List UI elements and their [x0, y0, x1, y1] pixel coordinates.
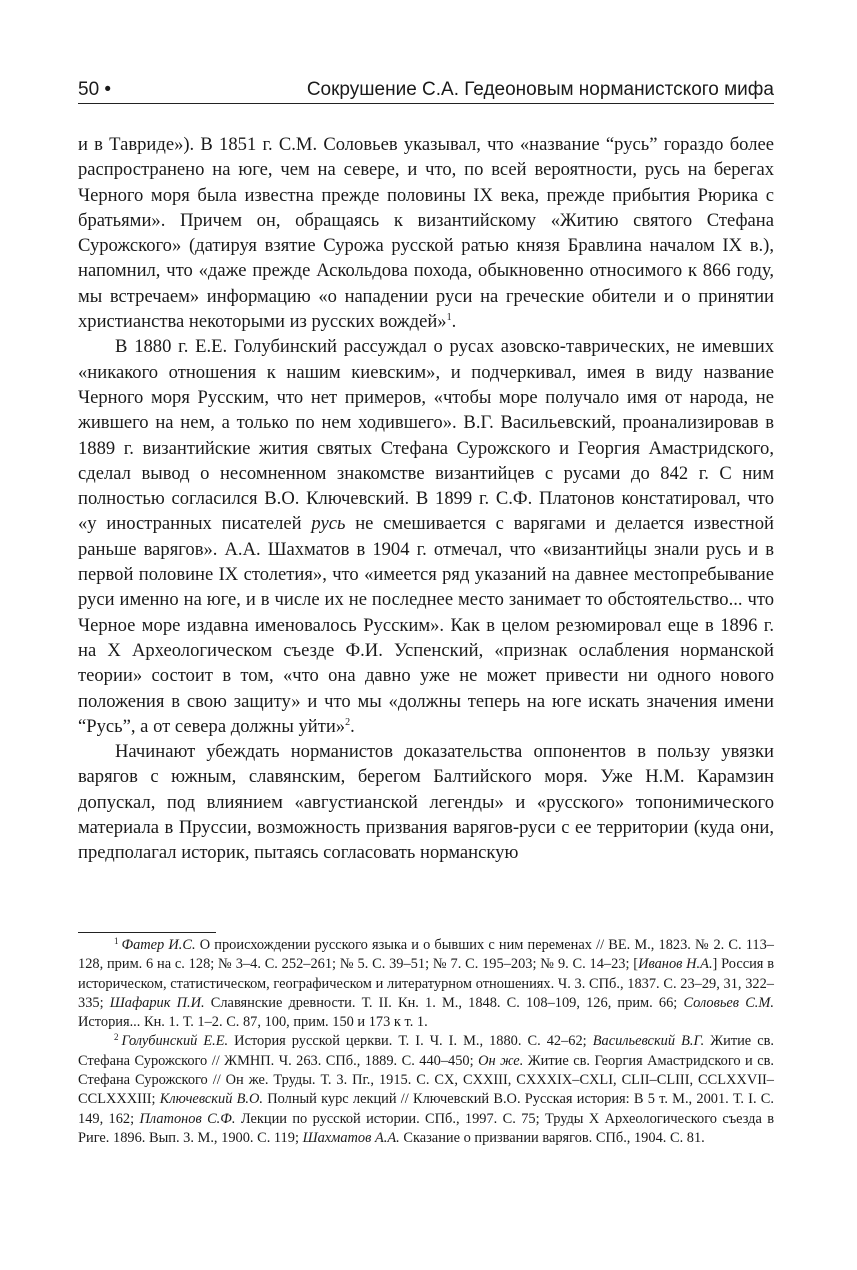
footnote-text: История русской церкви. Т. I. Ч. I. М., 1880. С. 42–62;: [234, 1033, 587, 1050]
footnote-author: Шафарик П.И.: [109, 994, 205, 1011]
paragraph-2-text-b: не смешивается с варягами и делается известной раньше варягов». А.А. Шахматов в 1904 г. отмечал, что «византийцы знали русь и в первой половине IX столетия», что «имеется ряд указаний на давнее местопребывание руси именно на юге, и в числе их не последнее место занимает то обстоятельство... что Черное море издавна именовалось Русским». Как в целом резюмировал еще в 1896 г. на X Археологическом съезде Ф.И. Успенский, «признак ослабления норманской теории» состоит в том, «что она давно уже не может привести ни одного нового положения в свою защиту» и что мы «должны теперь на юге искать значения имени “Русь”, а от севера должны уйти»: [78, 513, 774, 737]
footnote-text: История... Кн. 1. Т. 1–2. С. 87, 100, прим. 150 и 173 к т. 1.: [78, 1014, 428, 1031]
footnote-text: Сказание о призвании варягов. СПб., 1904. С. 81.: [403, 1129, 705, 1146]
main-text: [78, 132, 774, 866]
footnote-ref-1: 1: [446, 312, 452, 324]
footnote-author: Соловьев С.М.: [683, 994, 774, 1011]
header-rule: [78, 103, 774, 104]
paragraph-3-text: Начинают убеждать норманистов доказательства оппонентов в пользу увязки варягов с южным, славянским, берегом Балтийского моря. Уже Н.М. Карамзин допускал, под влиянием «августианской легенды» и «русского» топонимического материала в Пруссии, возможность призвания варягов-руси с ее территории (куда они, предполагал историк, пытаясь согласовать норманскую: [78, 741, 774, 864]
footnote-author: Он же.: [478, 1052, 524, 1069]
paragraph-2-italic: русь: [311, 513, 346, 535]
footnote-author: Иванов Н.А.: [638, 956, 713, 973]
footnote-author: Ключевский В.О.: [159, 1091, 263, 1108]
footnote-author: Платонов С.Ф.: [139, 1110, 236, 1127]
paragraph-3: [78, 739, 774, 865]
footnote-author: Голубинский Е.Е.: [121, 1033, 229, 1050]
page-number: 50 •: [78, 79, 112, 100]
paragraph-2: В 1880 г. Е.Е. Голубинский рассуждал о русах азовско-таврических, не имевших «никакого отношения к нашим киевским», и подчеркивал, имея в виду название Черного моря Русским, что нет примеров, «чтобы море получало имя от народа, не жившего на нем, а только по нем ходившего». В.Г. Васильевский, проанализировав в 1889 г. византийские жития святых Стефана Сурожского и Георгия Амастридского, сделал вывод о несомненном знакомстве византийцев с русами до 842 г. С ним полностью согласился В.О. Ключевский. В 1899 г. С.Ф. Платонов констатировал, что «у иностранных писателей русь не смешивается с варягами и делается известной раньше варягов». А.А. Шахматов в 1904 г. отмечал, что «византийцы знали русь и в первой половине IX столетия», что «имеется ряд указаний на давнее местопребывание руси именно на юге, и в числе их не последнее место занимает то обстоятельство... что Черное море издавна именовалось Русским». Как в целом резюмировал еще в 1896 г. на X Археологическом съезде Ф.И. Успенский, «признак ослабления норманской теории» состоит в том, «что она давно уже не может привести ни одного нового положения в свою защиту» и что мы «должны теперь на юге искать значения имени “Русь”, а от севера должны уйти»$^2$.: [78, 336, 774, 737]
footnote-rule: [78, 932, 216, 933]
footnote-text: ] Россия в историческом, статистическом, географическом и литературном отношениях. Ч. 3. СПб., 1837. С. 23–29, 31, 322–335;: [78, 956, 774, 1011]
footnote-2-mark: 2: [114, 1032, 119, 1043]
footnote-2: [78, 1032, 774, 1148]
running-title: Сокрушение С.А. Гедеоновым норманистского мифа: [306, 79, 774, 100]
footnotes: [78, 936, 774, 1148]
footnote-text: О происхождении русского языка и о бывших с ним переменах // ВЕ. М., 1823. № 2. С. 113–128, прим. 6 на с. 128; № 3–4. С. 252–261; № 5. С. 39–51; № 7. С. 195–203; № 9. С. 14–23; [: [78, 937, 774, 973]
footnote-1-mark: 1: [114, 936, 119, 946]
footnote-1: [78, 936, 774, 1032]
paragraph-2-text-a: В 1880 г. Е.Е. Голубинский рассуждал о русах азовско-таврических, не имевших «никакого отношения к нашим киевским», и подчеркивал, имея в виду название Черного моря Русским, что нет примеров, «чтобы море получало имя от народа, не жившего на нем, а только по нем ходившего». В.Г. Васильевский, проанализировав в 1889 г. византийские жития святых Стефана Сурожского и Георгия Амастридского, сделал вывод о несомненном знакомстве византийцев с русами до 842 г. С ним полностью согласился В.О. Ключевский. В 1899 г. С.Ф. Платонов констатировал, что «у иностранных писателей: [78, 336, 774, 535]
footnote-text: Лекции по русской истории. СПб., 1997. С. 75; Труды X Археологического съезда в Риге. 1896. Вып. 3. М., 1900. С. 119;: [78, 1110, 774, 1146]
footnote-ref-2: 2: [345, 716, 351, 728]
paragraph-1: и в Тавриде»). В 1851 г. С.М. Соловьев указывал, что «название “русь” гораздо более распространено на юге, чем на севере, и что, по всей вероятности, русь на берегах Черного моря была известна прежде половины IX века, прежде прибытия Рюрика с братьями». Причем он, обращаясь к византийскому «Житию святого Стефана Сурожского» (датируя взятие Сурожа русской ратью князя Бравлина началом IX в.), напомнил, что «даже прежде Аскольдова похода, обыкновенно относимого к 866 году, мы встречаем» информацию «о нападении руси на греческие обители и о принятии христианства некоторыми из русских вождей»$^1$.: [78, 134, 774, 333]
footnote-author: Фатер И.С.: [121, 937, 196, 953]
footnote-text: Славянские древности. Т. II. Кн. 1. М., 1848. С. 108–109, 126, прим. 66;: [210, 994, 678, 1011]
footnote-text: Житие св. Стефана Сурожского // ЖМНП. Ч. 263. СПб., 1889. С. 440–450;: [78, 1033, 774, 1069]
footnote-author: Шахматов А.А.: [302, 1129, 400, 1146]
paragraph-1-text: и в Тавриде»). В 1851 г. С.М. Соловьев указывал, что «название “русь” гораздо более распространено на юге, чем на севере, и что, по всей вероятности, русь на берегах Черного моря была известна прежде половины IX века, прежде прибытия Рюрика с братьями». Причем он, обращаясь к византийскому «Житию святого Стефана Сурожского» (датируя взятие Сурожа русской ратью князя Бравлина началом IX в.), напомнил, что «даже прежде Аскольдова похода, обыкновенно относимого к 866 году, мы встречаем» информацию «о нападении руси на греческие обители и о принятии христианства некоторыми из русских вождей»: [78, 134, 774, 333]
running-header: [78, 74, 774, 102]
footnote-text: Житие св. Георгия Амастридского и св. Стефана Сурожского // Он же. Труды. Т. 3. Пг., 1915. С. CX, CXXIII, CXXXIX–CXLI, CLII–CLIII, CCLXXVII–CCLXXXIII;: [78, 1052, 774, 1108]
footnote-text: Полный курс лекций // Ключевский В.О. Русская история: В 5 т. М., 2001. Т. I. С. 149, 162;: [78, 1091, 774, 1127]
footnote-author: Васильевский В.Г.: [592, 1033, 705, 1050]
